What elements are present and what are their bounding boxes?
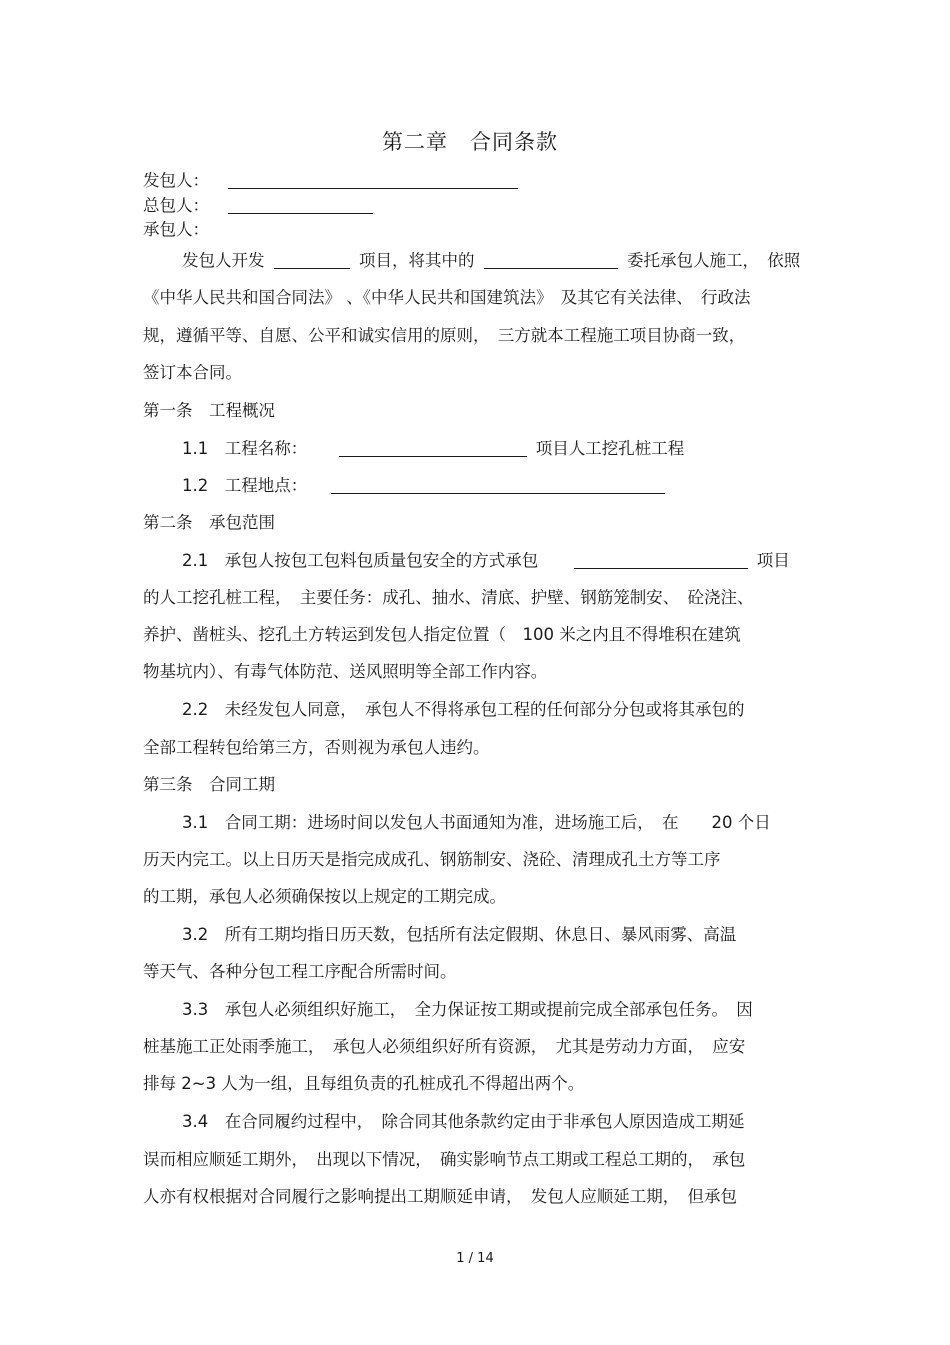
clause-2-1-text-b: 项目 [756,551,790,570]
project-location-blank[interactable] [331,477,665,494]
clause-2-1-text-a: 2.1 承包人按包工包料包质量包安全的方式承包 [182,551,539,570]
clause-3-4-line-3: 人亦有权根据对合同履行之影响提出工期顺延申请， 发包人应顺延工期， 但承包 [143,1187,737,1206]
intro-line-4: 签订本合同。 [143,363,242,382]
project-name-blank[interactable] [339,440,527,457]
contract-project-blank[interactable] [574,552,748,569]
general-contractor-line [143,196,373,216]
article-1-heading: 第一条 工程概况 [143,401,275,420]
employer-label: 发包人： [143,171,209,190]
scope-blank[interactable] [484,252,618,269]
project-blank[interactable] [274,252,350,269]
employer-blank[interactable] [228,172,518,189]
clause-2-2-line-2: 全部工程转包给第三方，否则视为承包人违约。 [143,738,490,757]
intro-line-1 [182,251,800,271]
clause-3-3-line-2: 桩基施工正处雨季施工， 承包人必须组织好所有资源， 尤其是劳动力方面， 应安 [143,1037,746,1056]
clause-1-1 [182,439,684,459]
general-contractor-blank[interactable] [228,197,373,214]
intro-text-c: 委托承包人施工， 依照 [627,251,801,270]
contractor-line [143,220,209,240]
clause-3-1-line-2: 历天内完工。以上日历天是指完成成孔、钢筋制安、浇砼、清理成孔土方等工序 [143,850,721,869]
intro-line-2: 《中华人民共和国合同法》 、《中华人民共和国建筑法》 及其它有关法律、 行政法 [143,288,751,307]
project-name-suffix: 项目人工挖孔桩工程 [535,439,685,458]
clause-3-2-line-1: 3.2 所有工期均指日历天数，包括所有法定假期、休息日、暴风雨雾、高温 [182,925,737,944]
clause-3-1-line-3: 的工期，承包人必须确保按以上规定的工期完成。 [143,887,506,906]
clause-2-2-line-1: 2.2 未经发包人同意， 承包人不得将承包工程的任何部分分包或将其承包的 [182,700,745,719]
clause-3-1-line-1: 3.1 合同工期：进场时间以发包人书面通知为准，进场施工后， 在 20 个日 [182,813,771,832]
page-number: 1 / 14 [456,1251,494,1266]
intro-line-3: 规，遵循平等、自愿、公平和诚实信用的原则， 三方就本工程施工项目协商一致， [143,326,746,345]
clause-2-1-line-3: 养护、凿桩头、挖孔土方转运到发包人指定位置（ 100 米之内且不得堆积在建筑 [143,625,741,644]
intro-text-b: 项目，将其中的 [359,251,475,270]
clause-3-4-line-1: 3.4 在合同履约过程中， 除合同其他条款约定由于非承包人原因造成工期延 [182,1112,745,1131]
contractor-label: 承包人： [143,220,209,239]
clause-2-1-line-1 [182,551,790,571]
clause-3-2-line-2: 等天气、各种分包工程工序配合所需时间。 [143,962,457,981]
article-2-heading: 第二条 承包范围 [143,513,275,532]
intro-text-a: 发包人开发 [182,251,265,270]
chapter-title: 第二章 合同条款 [382,130,558,154]
project-name-label: 1.1 工程名称： [182,439,308,458]
project-location-label: 1.2 工程地点： [182,476,308,495]
clause-2-1-line-2: 的人工挖孔桩工程， 主要任务：成孔、抽水、清底、护壁、钢筋笼制安、 砼浇注、 [143,588,754,607]
article-3-heading: 第三条 合同工期 [143,775,275,794]
employer-line [143,171,518,191]
clause-3-3-line-3: 排每 2~3 人为一组，且每组负责的孔桩成孔不得超出两个。 [143,1074,585,1093]
clause-3-4-line-2: 误而相应顺延工期外， 出现以下情况， 确实影响节点工期或工程总工期的， 承包 [143,1150,746,1169]
clause-2-1-line-4: 物基坑内）、有毒气体防范、送风照明等全部工作内容。 [143,662,548,681]
clause-3-3-line-1: 3.3 承包人必须组织好施工， 全力保证按工期或提前完成全部承包任务。 因 [182,1000,753,1019]
clause-1-2 [182,476,665,496]
general-contractor-label: 总包人： [143,196,209,215]
